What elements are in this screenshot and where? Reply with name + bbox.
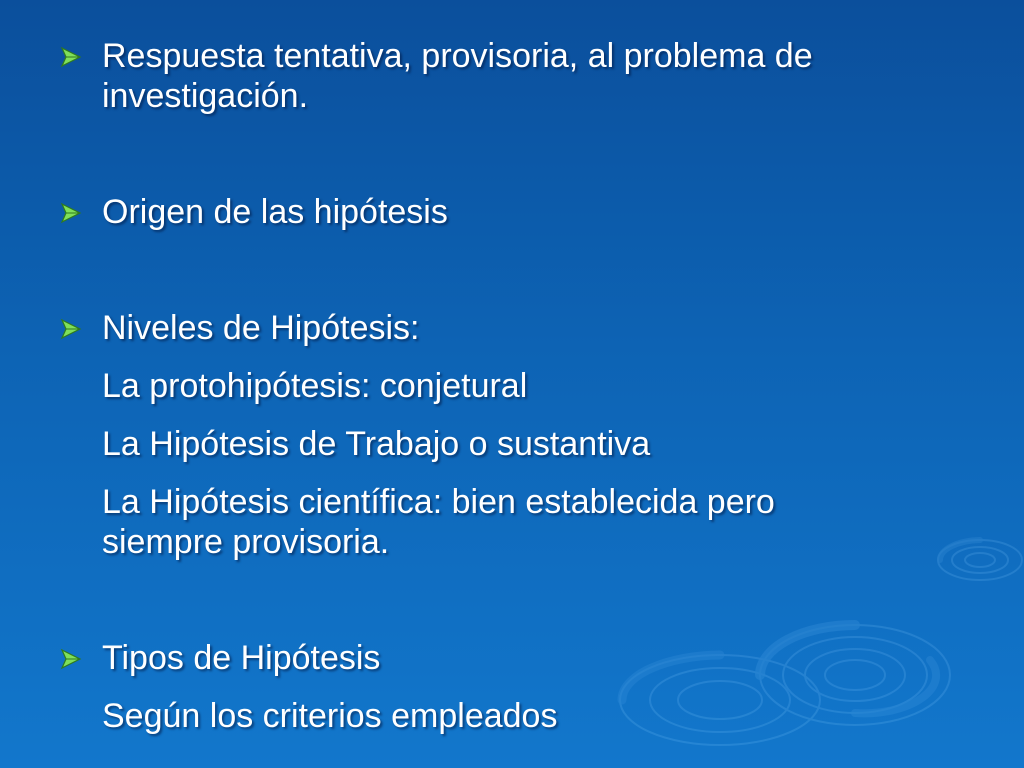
sub-item-scientific-hypothesis <box>60 482 960 562</box>
definition-line-2: investigación. <box>102 77 309 115</box>
bullet-item-levels <box>60 308 960 348</box>
working-hypothesis-line: La Hipótesis de Trabajo o sustantiva <box>102 425 651 463</box>
origin-line: Origen de las hipótesis <box>102 193 448 231</box>
criteria-line: Según los criterios empleados <box>102 697 558 735</box>
types-heading: Tipos de Hipótesis <box>102 639 381 677</box>
bullet-item-types <box>60 638 960 678</box>
scientific-hypothesis-line-1: La Hipótesis científica: bien establecida pero <box>102 483 775 521</box>
levels-heading: Niveles de Hipótesis: <box>102 309 420 347</box>
scientific-hypothesis-line-2: siempre provisoria. <box>102 523 390 561</box>
definition-line-1: Respuesta tentativa, provisoria, al problema de <box>102 37 813 75</box>
bullet-item-origin <box>60 192 960 232</box>
arrow-bullet-icon <box>60 46 84 68</box>
sub-item-criteria <box>60 696 960 736</box>
arrow-bullet-icon <box>60 202 84 224</box>
arrow-bullet-icon <box>60 318 84 340</box>
sub-item-working-hypothesis <box>60 424 960 464</box>
arrow-bullet-icon <box>60 648 84 670</box>
bullet-item-definition <box>60 36 960 116</box>
protohypothesis-line: La protohipótesis: conjetural <box>102 367 528 405</box>
sub-item-protohypothesis <box>60 366 960 406</box>
slide-content <box>60 36 960 736</box>
